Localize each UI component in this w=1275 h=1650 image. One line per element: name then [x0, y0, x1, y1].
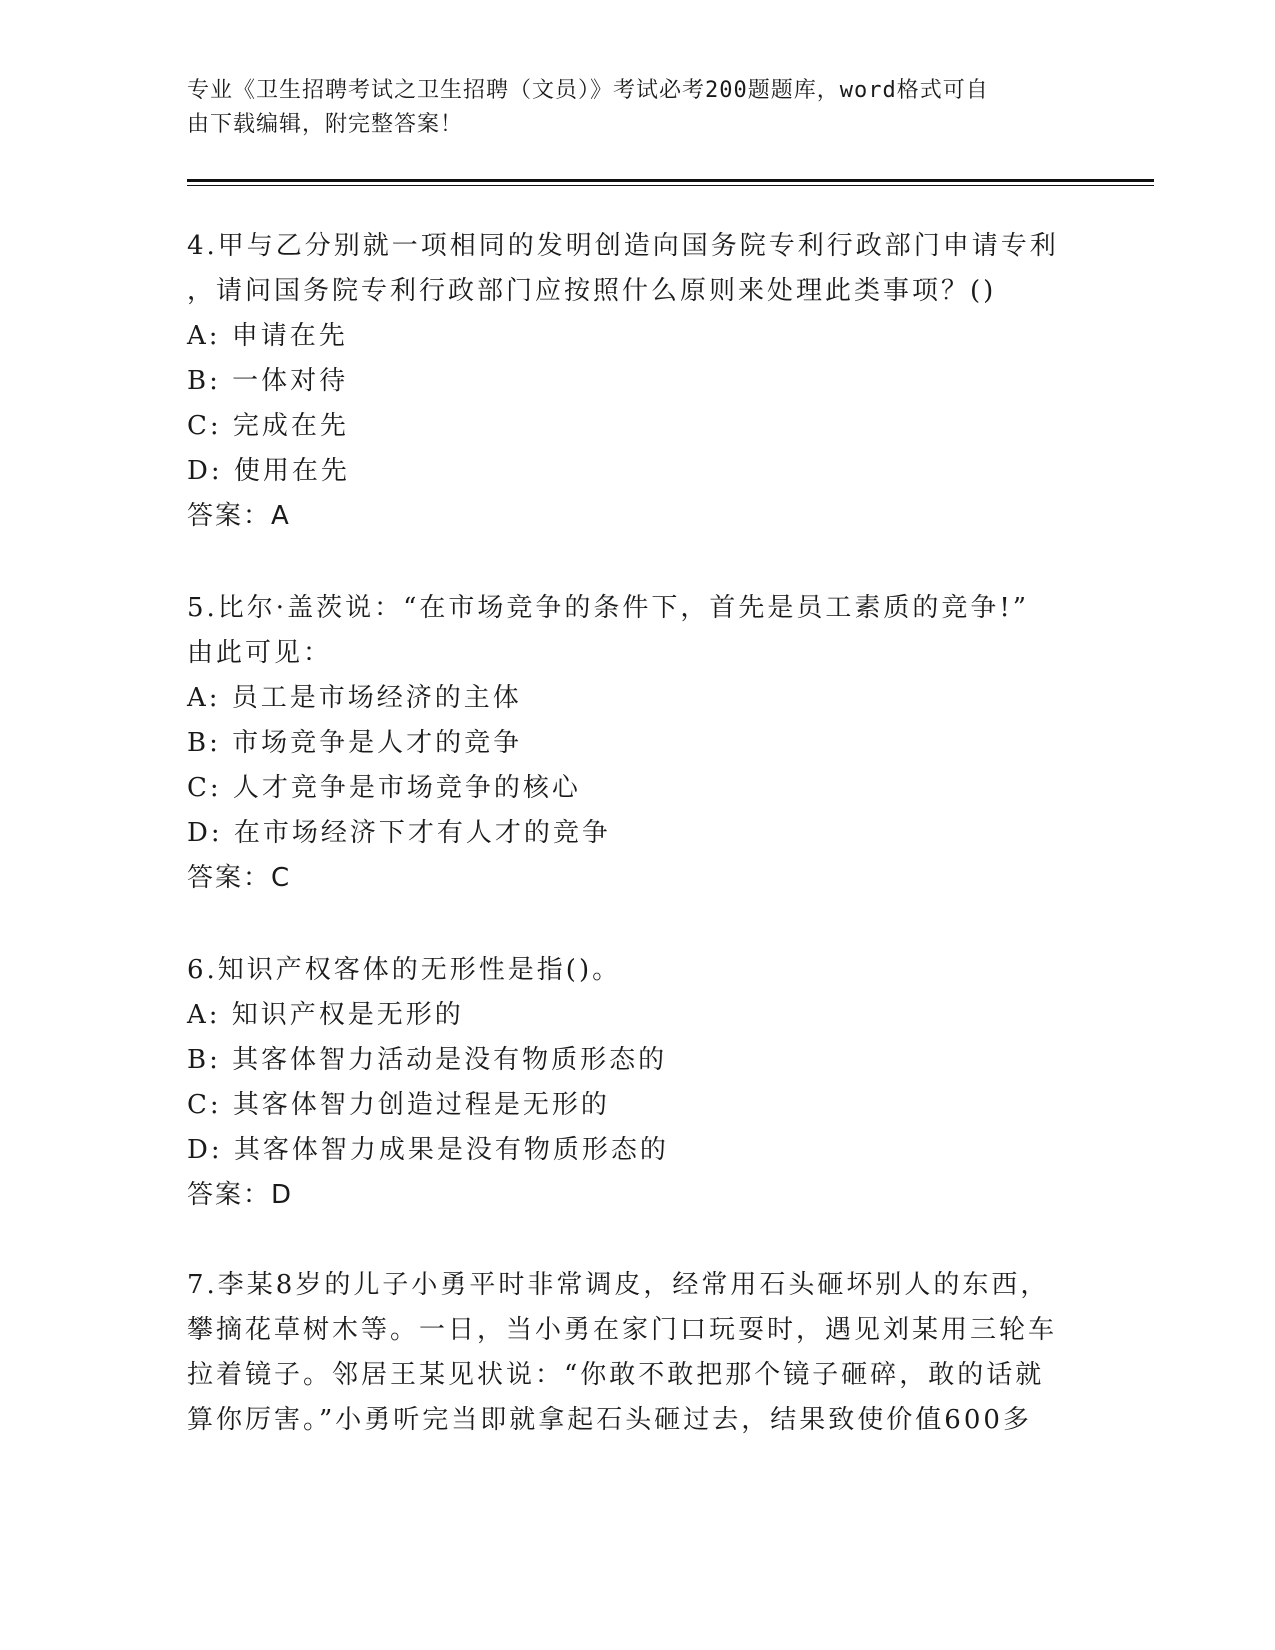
answer: 答案：D [187, 1180, 294, 1210]
header-line-1: 专业《卫生招聘考试之卫生招聘（文员）》考试必考200题题库，word格式可自 [187, 78, 989, 103]
option-d: D: 其客体智力成果是没有物质形态的 [187, 1135, 669, 1165]
option-b: B: 市场竞争是人才的竞争 [187, 728, 523, 758]
question-5 [187, 586, 1067, 901]
question-stem-line: 算你厉害。”小勇听完当即就拿起石头砸过去，结果致使价值600多 [187, 1405, 1032, 1435]
option-d: D: 使用在先 [187, 456, 350, 486]
option-c: C: 其客体智力创造过程是无形的 [187, 1090, 610, 1120]
header-divider-thick [187, 179, 1154, 182]
question-stem-line: ，请问国务院专利行政部门应按照什么原则来处理此类事项？() [187, 276, 997, 306]
question-6 [187, 948, 1067, 1218]
question-stem-line: 拉着镜子。邻居王某见状说：“你敢不敢把那个镜子砸碎，敢的话就 [187, 1360, 1045, 1390]
option-a: A: 员工是市场经济的主体 [187, 683, 522, 713]
document-header [187, 74, 1087, 142]
header-divider-thin [187, 185, 1154, 186]
option-d: D: 在市场经济下才有人才的竞争 [187, 818, 611, 848]
option-a: A: 知识产权是无形的 [187, 1000, 464, 1030]
option-b: B: 一体对待 [187, 366, 349, 396]
header-line-2: 由下载编辑，附完整答案！ [187, 112, 464, 137]
question-stem-line: 6.知识产权客体的无形性是指()。 [187, 955, 622, 985]
answer: 答案：C [187, 863, 292, 893]
question-stem-line: 攀摘花草树木等。一日，当小勇在家门口玩耍时，遇见刘某用三轮车 [187, 1315, 1058, 1345]
question-stem-line: 由此可见： [187, 638, 333, 668]
question-stem-line: 7.李某8岁的儿子小勇平时非常调皮，经常用石头砸坏别人的东西， [187, 1270, 1050, 1300]
option-c: C: 完成在先 [187, 411, 349, 441]
question-stem-line: 5.比尔·盖茨说：“在市场竞争的条件下，首先是员工素质的竞争!” [187, 593, 1030, 623]
option-b: B: 其客体智力活动是没有物质形态的 [187, 1045, 668, 1075]
option-a: A: 申请在先 [187, 321, 348, 351]
answer: 答案：A [187, 501, 291, 531]
question-4 [187, 224, 1067, 539]
question-stem-line: 4.甲与乙分别就一项相同的发明创造向国务院专利行政部门申请专利 [187, 231, 1059, 261]
question-7 [187, 1263, 1067, 1443]
option-c: C: 人才竞争是市场竞争的核心 [187, 773, 581, 803]
